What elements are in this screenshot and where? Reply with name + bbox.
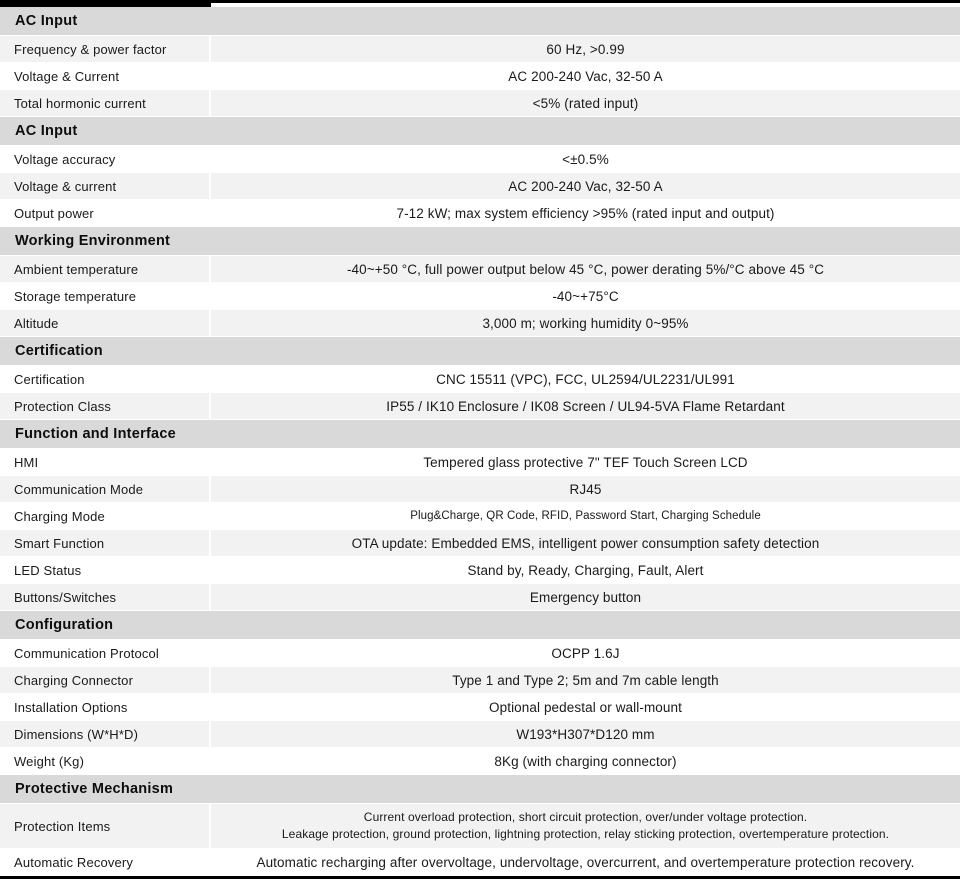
section-title: Protective Mechanism bbox=[15, 781, 174, 797]
spec-value: Optional pedestal or wall-mount bbox=[211, 694, 960, 720]
spec-label: Protection Class bbox=[0, 393, 211, 419]
spec-label: Charging Connector bbox=[0, 667, 211, 693]
spec-section bbox=[0, 775, 960, 876]
spec-row bbox=[0, 557, 960, 584]
spec-row bbox=[0, 748, 960, 775]
spec-value: <5% (rated input) bbox=[211, 90, 960, 116]
spec-value: -40~+50 °C, full power output below 45 °C, power derating 5%/°C above 45 °C bbox=[211, 256, 960, 282]
section-title: Working Environment bbox=[15, 233, 171, 249]
spec-value: AC 200-240 Vac, 32-50 A bbox=[211, 173, 960, 199]
spec-label: Dimensions (W*H*D) bbox=[0, 721, 211, 747]
spec-section bbox=[0, 117, 960, 227]
spec-label: Voltage & Current bbox=[0, 63, 211, 89]
section-header bbox=[0, 7, 960, 36]
spec-row bbox=[0, 256, 960, 283]
section-header bbox=[0, 611, 960, 640]
spec-row bbox=[0, 640, 960, 667]
spec-label: Automatic Recovery bbox=[0, 849, 211, 875]
section-title: AC Input bbox=[15, 123, 78, 139]
spec-value: Automatic recharging after overvoltage, undervoltage, overcurrent, and overtemperature protection recovery. bbox=[211, 849, 960, 875]
spec-value: AC 200-240 Vac, 32-50 A bbox=[211, 63, 960, 89]
spec-value: Type 1 and Type 2; 5m and 7m cable length bbox=[211, 667, 960, 693]
spec-label: Protection Items bbox=[0, 804, 211, 848]
spec-row bbox=[0, 849, 960, 876]
spec-row bbox=[0, 503, 960, 530]
spec-section bbox=[0, 420, 960, 611]
spec-row bbox=[0, 721, 960, 748]
spec-label: HMI bbox=[0, 449, 211, 475]
spec-row bbox=[0, 584, 960, 611]
spec-value: Tempered glass protective 7" TEF Touch Screen LCD bbox=[211, 449, 960, 475]
spec-label: Smart Function bbox=[0, 530, 211, 556]
spec-value: OTA update: Embedded EMS, intelligent power consumption safety detection bbox=[211, 530, 960, 556]
spec-section bbox=[0, 227, 960, 337]
spec-section bbox=[0, 7, 960, 117]
spec-value: 7-12 kW; max system efficiency >95% (rated input and output) bbox=[211, 200, 960, 226]
spec-label: Certification bbox=[0, 366, 211, 392]
spec-label: Output power bbox=[0, 200, 211, 226]
spec-value: RJ45 bbox=[211, 476, 960, 502]
spec-value: 3,000 m; working humidity 0~95% bbox=[211, 310, 960, 336]
spec-row bbox=[0, 476, 960, 503]
section-title: Configuration bbox=[15, 617, 114, 633]
spec-label: Total hormonic current bbox=[0, 90, 211, 116]
section-header bbox=[0, 337, 960, 366]
section-header bbox=[0, 420, 960, 449]
spec-value: -40~+75°C bbox=[211, 283, 960, 309]
section-header bbox=[0, 775, 960, 804]
spec-value-line: Leakage protection, ground protection, lightning protection, relay sticking protection, overtemperature protection. bbox=[281, 827, 890, 841]
spec-value: OCPP 1.6J bbox=[211, 640, 960, 666]
spec-label: Communication Protocol bbox=[0, 640, 211, 666]
spec-value: Stand by, Ready, Charging, Fault, Alert bbox=[211, 557, 960, 583]
spec-label: Storage temperature bbox=[0, 283, 211, 309]
spec-value: 60 Hz, >0.99 bbox=[211, 36, 960, 62]
spec-label: Installation Options bbox=[0, 694, 211, 720]
spec-row bbox=[0, 393, 960, 420]
spec-value: Plug&Charge, QR Code, RFID, Password Start, Charging Schedule bbox=[211, 503, 960, 529]
spec-row bbox=[0, 694, 960, 721]
spec-label: LED Status bbox=[0, 557, 211, 583]
spec-value: CNC 15511 (VPC), FCC, UL2594/UL2231/UL991 bbox=[211, 366, 960, 392]
spec-row bbox=[0, 90, 960, 117]
spec-row bbox=[0, 667, 960, 694]
spec-row bbox=[0, 200, 960, 227]
spec-value: W193*H307*D120 mm bbox=[211, 721, 960, 747]
spec-row bbox=[0, 36, 960, 63]
spec-label: Voltage accuracy bbox=[0, 146, 211, 172]
spec-section bbox=[0, 337, 960, 420]
section-header bbox=[0, 227, 960, 256]
spec-row bbox=[0, 283, 960, 310]
spec-row bbox=[0, 173, 960, 200]
section-title: Function and Interface bbox=[15, 426, 176, 442]
spec-value bbox=[211, 804, 960, 848]
section-header bbox=[0, 117, 960, 146]
spec-row bbox=[0, 449, 960, 476]
spec-label: Ambient temperature bbox=[0, 256, 211, 282]
spec-value: <±0.5% bbox=[211, 146, 960, 172]
spec-label: Weight (Kg) bbox=[0, 748, 211, 774]
spec-row bbox=[0, 530, 960, 557]
spec-value: IP55 / IK10 Enclosure / IK08 Screen / UL94-5VA Flame Retardant bbox=[211, 393, 960, 419]
spec-section bbox=[0, 611, 960, 775]
spec-label: Buttons/Switches bbox=[0, 584, 211, 610]
spec-label: Voltage & current bbox=[0, 173, 211, 199]
spec-value: Emergency button bbox=[211, 584, 960, 610]
spec-row bbox=[0, 63, 960, 90]
spec-row bbox=[0, 366, 960, 393]
bottom-border bbox=[0, 876, 960, 879]
spec-label: Altitude bbox=[0, 310, 211, 336]
spec-row bbox=[0, 804, 960, 849]
top-border-left-segment bbox=[0, 0, 211, 7]
section-title: AC Input bbox=[15, 13, 78, 29]
top-border-right-segment bbox=[211, 0, 960, 3]
spec-label: Communication Mode bbox=[0, 476, 211, 502]
section-title: Certification bbox=[15, 343, 103, 359]
spec-value: 8Kg (with charging connector) bbox=[211, 748, 960, 774]
spec-value-line: Current overload protection, short circuit protection, over/under voltage protection. bbox=[363, 809, 808, 824]
spec-label: Frequency & power factor bbox=[0, 36, 211, 62]
top-border bbox=[0, 0, 960, 7]
spec-row bbox=[0, 310, 960, 337]
spec-row bbox=[0, 146, 960, 173]
spec-label: Charging Mode bbox=[0, 503, 211, 529]
